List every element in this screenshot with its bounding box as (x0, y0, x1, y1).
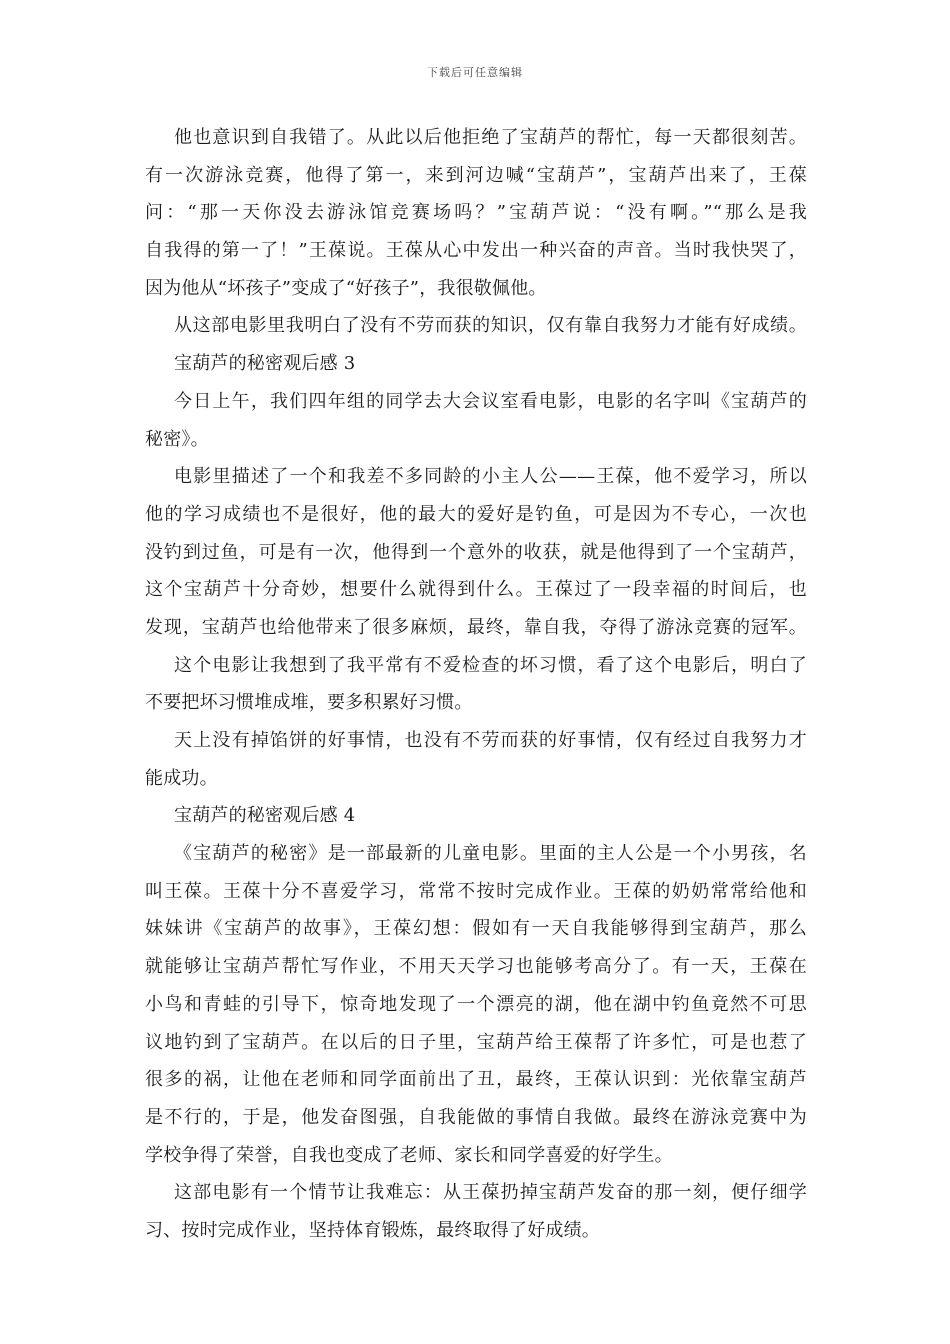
text-line: 从这部电影里我明白了没有不劳而获的知识，仅有靠自我努力才能有好成绩。 (174, 315, 807, 337)
text-line: 是不行的，于是，他发奋图强，自我能做的事情自我做。最终在游泳竞赛中为 (145, 1106, 807, 1128)
text-line: 宝葫芦的秘密观后感 4 (174, 805, 356, 827)
text-line: 小鸟和青蛙的引导下，惊奇地发现了一个漂亮的湖，他在湖中钓鱼竟然不可思 (145, 993, 807, 1015)
text-line: 发现，宝葫芦也给他带来了很多麻烦，最终，靠自我，夺得了游泳竞赛的冠军。 (145, 616, 807, 638)
text-line: 不要把坏习惯堆成堆，要多积累好习惯。 (145, 692, 473, 714)
text-line: 自我得的第一了！”王葆说。王葆从心中发出一种兴奋的声音。当时我快哭了， (145, 240, 807, 262)
page-header: 下载后可任意编辑 (427, 66, 523, 79)
text-line: 因为他从“坏孩子”变成了“好孩子”，我很敬佩他。 (145, 277, 547, 299)
text-line: 秘密》。 (145, 428, 209, 450)
text-line: 学校争得了荣誉，自我也变成了老师、家长和同学喜爱的好学生。 (145, 1144, 673, 1166)
text-line: 这部电影有一个情节让我难忘：从王葆扔掉宝葫芦发奋的那一刻，便仔细学 (174, 1182, 807, 1204)
text-line: 电影里描述了一个和我差不多同龄的小主人公——王葆，他不爱学习，所以 (174, 466, 807, 488)
text-line: 《宝葫芦的秘密》是一部最新的儿童电影。里面的主人公是一个小男孩，名 (174, 843, 807, 865)
text-line: 妹妹讲《宝葫芦的故事》，王葆幻想：假如有一天自我能够得到宝葫芦，那么 (145, 918, 807, 940)
text-line: 这个电影让我想到了我平常有不爱检查的坏习惯，看了这个电影后，明白了 (174, 654, 807, 676)
text-line: 他也意识到自我错了。从此以后他拒绝了宝葫芦的帮忙，每一天都很刻苦。 (174, 127, 807, 148)
text-line: 没钓到过鱼，可是有一次，他得到一个意外的收获，就是他得到了一个宝葫芦， (145, 541, 807, 563)
text-line: 就能够让宝葫芦帮忙写作业，不用天天学习也能够考高分了。有一天，王葆在 (145, 956, 807, 978)
document-body (145, 119, 807, 1250)
text-line: 问：“那一天你没去游泳馆竞赛场吗？”宝葫芦说：“没有啊。”“那么是我 (145, 202, 807, 224)
text-line: 宝葫芦的秘密观后感 3 (174, 353, 356, 375)
text-line: 能成功。 (145, 767, 218, 789)
text-line: 很多的祸，让他在老师和同学面前出了丑，最终，王葆认识到：光依靠宝葫芦 (145, 1069, 807, 1091)
text-line: 天上没有掉馅饼的好事情，也没有不劳而获的好事情，仅有经过自我努力才 (174, 730, 807, 751)
text-line: 议地钓到了宝葫芦。在以后的日子里，宝葫芦给王葆帮了许多忙，可是也惹了 (145, 1031, 807, 1053)
text-line: 这个宝葫芦十分奇妙，想要什么就得到什么。王葆过了一段幸福的时间后，也 (145, 579, 807, 601)
text-line: 今日上午，我们四年组的同学去大会议室看电影，电影的名字叫《宝葫芦的 (174, 390, 807, 412)
text-line: 习、按时完成作业，坚持体育锻炼，最终取得了好成绩。 (145, 1219, 600, 1241)
text-line: 有一次游泳竞赛，他得了第一，来到河边喊“宝葫芦”，宝葫芦出来了，王葆 (145, 164, 807, 186)
text-line: 叫王葆。王葆十分不喜爱学习，常常不按时完成作业。王葆的奶奶常常给他和 (145, 880, 807, 902)
text-line: 他的学习成绩也不是很好，他的最大的爱好是钓鱼，可是因为不专心，一次也 (145, 503, 807, 525)
